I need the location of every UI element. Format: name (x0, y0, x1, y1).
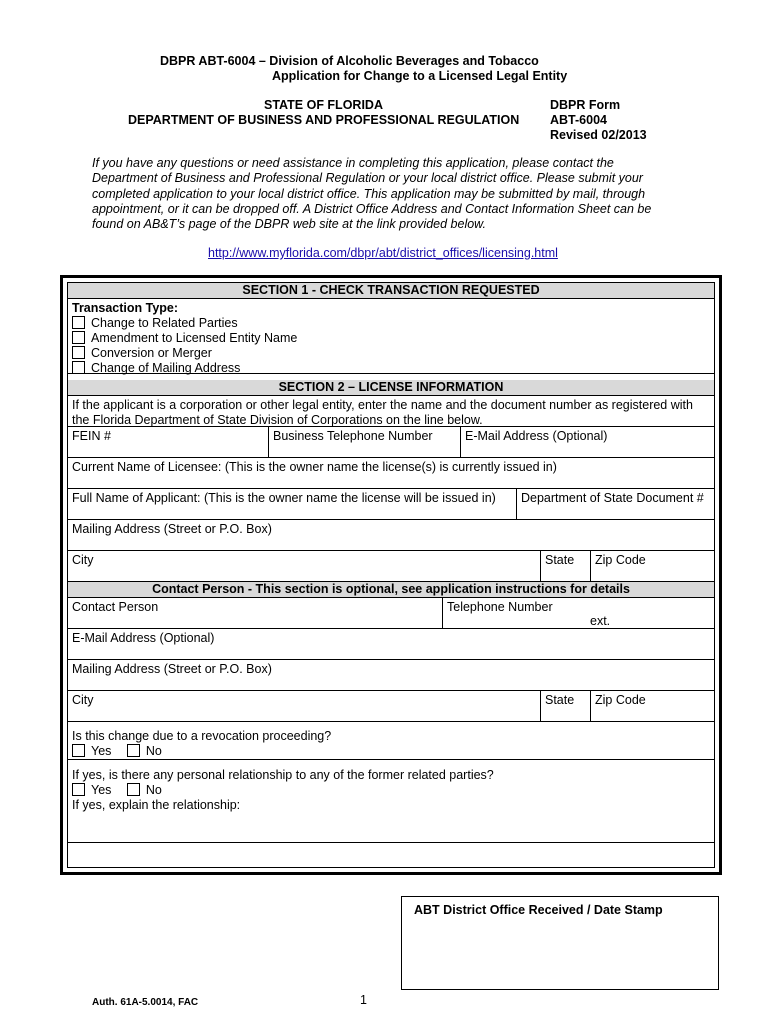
checkbox[interactable] (72, 316, 85, 329)
checkbox[interactable] (72, 331, 85, 344)
section2-instruction: If the applicant is a corporation or other legal entity, enter the name and the document number as registered with the Florida Department of State Division of Corporations on the line below. (68, 396, 714, 427)
contact-mailing-field[interactable]: Mailing Address (Street or P.O. Box) (72, 662, 272, 676)
relationship-no[interactable]: No (127, 783, 162, 797)
contact-state-field[interactable]: State (540, 691, 590, 721)
explain-label: If yes, explain the relationship: (72, 798, 241, 812)
checkbox[interactable] (127, 744, 140, 757)
dos-document-field[interactable]: Department of State Document # (516, 489, 714, 519)
authority-footer: Auth. 61A-5.0014, FAC (92, 997, 199, 1008)
fein-row (68, 427, 714, 458)
checkbox[interactable] (127, 783, 140, 796)
application-form (60, 275, 722, 875)
relationship-question: If yes, is there any personal relationship to any of the former related parties? Yes No If yes, explain the relationship: (68, 766, 714, 843)
city-field[interactable]: City (72, 553, 94, 567)
contact-email-row (68, 629, 714, 660)
form-label: DBPR Form (550, 98, 621, 112)
district-offices-link[interactable]: http://www.myflorida.com/dbpr/abt/district_offices/licensing.html (208, 246, 558, 260)
date-stamp-box (401, 896, 719, 990)
current-name-row (68, 458, 714, 489)
form-id-block (550, 98, 647, 143)
form-number: ABT-6004 (550, 113, 607, 127)
explanation-field[interactable] (68, 843, 714, 873)
revocation-yes[interactable]: Yes (72, 744, 111, 758)
contact-zip-field[interactable]: Zip Code (590, 691, 714, 721)
page-number: 1 (360, 993, 367, 1007)
transaction-type-block (68, 299, 714, 374)
checkbox[interactable] (72, 361, 85, 374)
state-field[interactable]: State (540, 551, 590, 581)
contact-person-row (68, 598, 714, 629)
state-heading: STATE OF FLORIDA (264, 98, 383, 112)
option-entity-name[interactable]: Amendment to Licensed Entity Name (72, 331, 710, 346)
fein-field[interactable]: FEIN # (72, 429, 111, 443)
section1-header: SECTION 1 - CHECK TRANSACTION REQUESTED (68, 283, 714, 299)
section2-header: SECTION 2 – LICENSE INFORMATION (68, 380, 714, 396)
date-stamp-label: ABT District Office Received / Date Stamp (414, 903, 663, 917)
city-row (68, 551, 714, 582)
checkbox[interactable] (72, 783, 85, 796)
option-mailing-address[interactable]: Change of Mailing Address (72, 361, 710, 376)
relationship-yes[interactable]: Yes (72, 783, 111, 797)
mailing-address-row (68, 520, 714, 551)
business-phone-field[interactable]: Business Telephone Number (268, 427, 460, 457)
ext-label: ext. (590, 614, 611, 628)
checkbox[interactable] (72, 744, 85, 757)
contact-phone-field[interactable]: Telephone Number ext. (442, 598, 714, 628)
current-name-field[interactable]: Current Name of Licensee: (This is the owner name the license(s) is currently issued in) (72, 460, 557, 474)
department-heading: DEPARTMENT OF BUSINESS AND PROFESSIONAL REGULATION (128, 113, 520, 127)
option-related-parties[interactable]: Change to Related Parties (72, 316, 710, 331)
email-field[interactable]: E-Mail Address (Optional) (460, 427, 714, 457)
zip-field[interactable]: Zip Code (590, 551, 714, 581)
contact-email-field[interactable]: E-Mail Address (Optional) (72, 631, 215, 645)
full-name-row (68, 489, 714, 520)
revocation-no[interactable]: No (127, 744, 162, 758)
contact-city-field[interactable]: City (72, 693, 94, 707)
full-name-field[interactable]: Full Name of Applicant: (This is the owner name the license will be issued in) (72, 491, 496, 505)
revocation-question: Is this change due to a revocation proceeding? Yes No (68, 727, 714, 760)
transaction-type-label: Transaction Type: (72, 301, 179, 315)
intro-text: If you have any questions or need assistance in completing this application, please contact the Department of Business and Professional Regulation or your local district office. Please submit your completed application to your local district office. This application may be submitted by mail, through appointment, or it can be dropped off. A District Office Address and Contact Information Sheet can be found on AB&T’s page of the DBPR web site at the link provided below. (92, 156, 652, 232)
contact-mailing-row (68, 660, 714, 691)
revised-date: Revised 02/2013 (550, 128, 647, 142)
checkbox[interactable] (72, 346, 85, 359)
mailing-address-field[interactable]: Mailing Address (Street or P.O. Box) (72, 522, 272, 536)
contact-person-field[interactable]: Contact Person (72, 600, 159, 614)
option-conversion-merger[interactable]: Conversion or Merger (72, 346, 710, 361)
form-title: DBPR ABT-6004 – Division of Alcoholic Beverages and Tobacco (160, 54, 539, 68)
contact-header: Contact Person - This section is optional, see application instructions for details (68, 582, 714, 598)
form-subtitle: Application for Change to a Licensed Legal Entity (272, 69, 568, 83)
contact-city-row (68, 691, 714, 722)
